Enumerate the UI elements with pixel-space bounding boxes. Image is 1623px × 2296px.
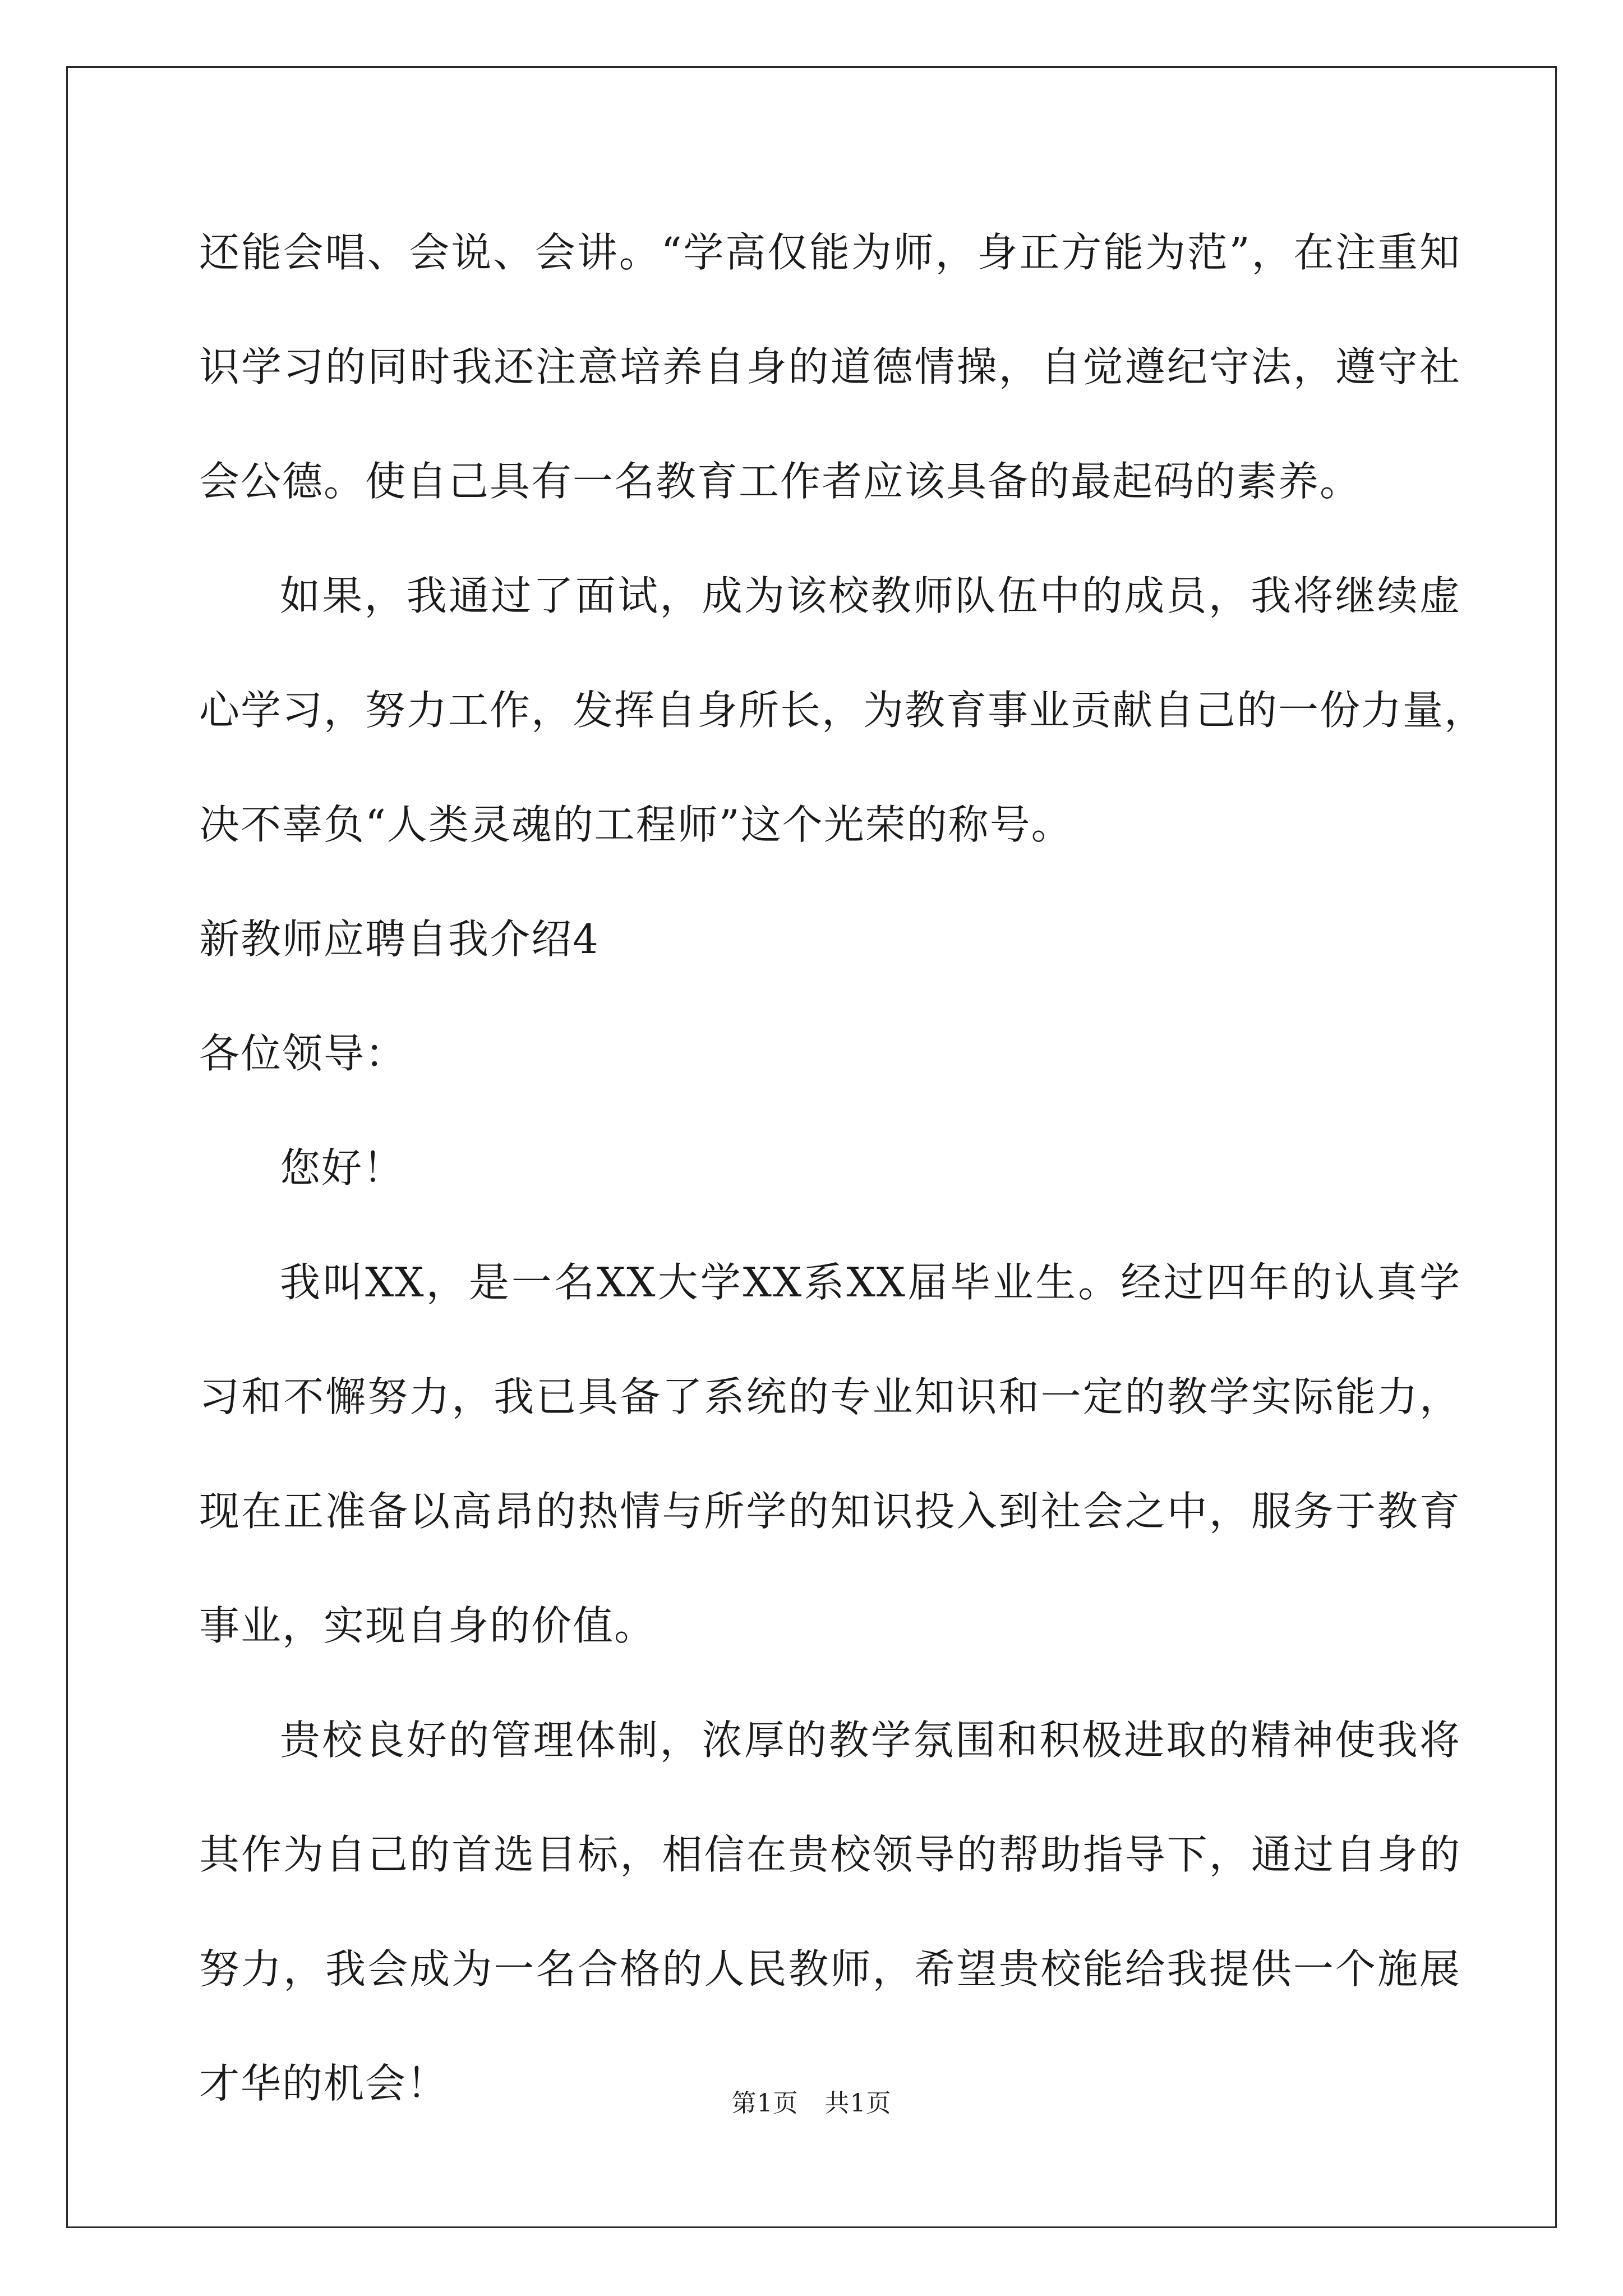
body-line: 决不辜负“人类灵魂的工程师”这个光荣的称号。: [199, 801, 1073, 848]
document-body: [199, 218, 1486, 2163]
page-footer: [0, 2087, 1623, 2120]
paragraph-start-line: 贵校良好的管理体制，浓厚的教学氛围和积极进取的精神使我将: [280, 1717, 1461, 1764]
section-heading: 新教师应聘自我介绍4: [199, 915, 600, 963]
body-line: 其作为自己的首选目标，相信在贵校领导的帮助指导下，通过自身的: [199, 1831, 1461, 1878]
body-line: 现在正准备以高昂的热情与所学的知识投入到社会之中，服务于教育: [199, 1488, 1461, 1535]
body-line: 事业，实现自身的价值。: [199, 1602, 656, 1649]
salutation: 各位领导：: [199, 1030, 407, 1077]
body-line: 习和不懈努力，我已具备了系统的专业知识和一定的教学实际能力，: [199, 1373, 1461, 1420]
body-line: 才华的机会！: [199, 2060, 449, 2107]
body-line: 还能会唱、会说、会讲。“学高仅能为师，身正方能为范”，在注重知: [199, 229, 1461, 276]
body-line: 会公德。使自己具有一名教育工作者应该具备的最起码的素养。: [199, 458, 1362, 505]
body-line: 努力，我会成为一名合格的人民教师，希望贵校能给我提供一个施展: [199, 1945, 1461, 1993]
greeting: 您好！: [280, 1144, 405, 1191]
paragraph-start-line: 如果，我通过了面试，成为该校教师队伍中的成员，我将继续虚: [280, 572, 1461, 619]
page-total: 共1页: [824, 2089, 892, 2118]
body-line: 识学习的同时我还注意培养自身的道德情操，自觉遵纪守法，遵守社: [199, 343, 1461, 390]
paragraph-start-line: 我叫XX，是一名XX大学XX系XX届毕业生。经过四年的认真学: [280, 1259, 1461, 1306]
page-number: 第1页: [731, 2089, 799, 2118]
body-line: 心学习，努力工作，发挥自身所长，为教育事业贡献自己的一份力量，: [199, 687, 1486, 734]
